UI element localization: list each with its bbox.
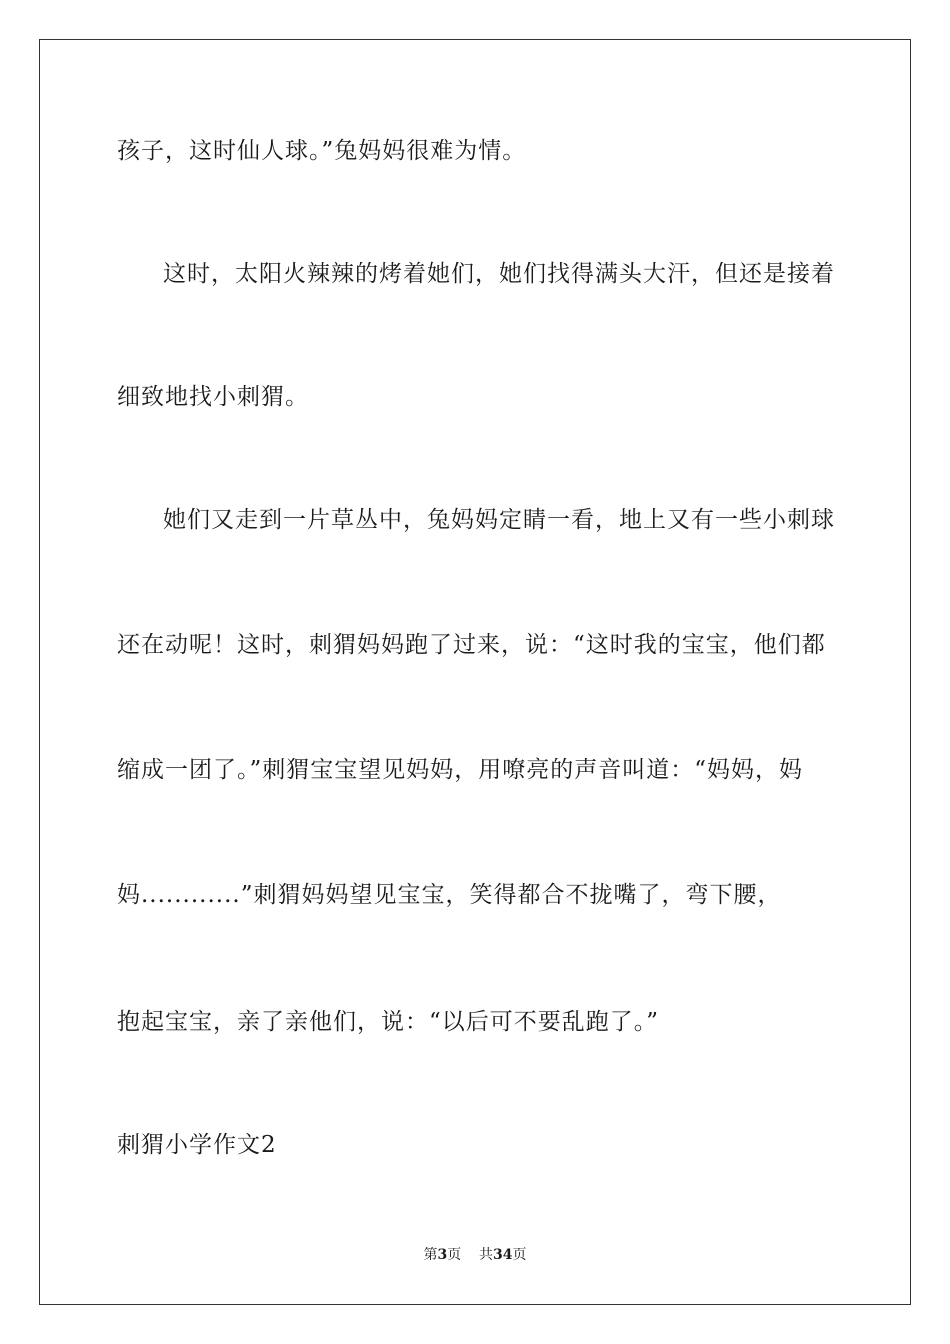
section-heading: 刺猬小学作文2 xyxy=(117,1132,277,1158)
footer-total-prefix: 共 xyxy=(479,1247,494,1263)
paragraph-line-3: 细致地找小刺猬。 xyxy=(117,384,309,410)
paragraph-line-6: 缩成一团了。”刺猬宝宝望见妈妈，用嘹亮的声音叫道：“妈妈，妈 xyxy=(117,757,804,783)
footer-page-number: 3 xyxy=(437,1247,448,1263)
page-border xyxy=(39,39,911,1305)
footer-prefix: 第 xyxy=(423,1247,438,1263)
footer-page-suffix: 页 xyxy=(447,1247,462,1263)
paragraph-line-7: 妈............”刺猬妈妈望见宝宝，笑得都合不拢嘴了，弯下腰， xyxy=(117,882,782,908)
footer-total-pages: 34 xyxy=(493,1247,513,1263)
paragraph-line-1: 孩子，这时仙人球。”兔妈妈很难为情。 xyxy=(117,138,527,164)
paragraph-line-5: 还在动呢！这时，刺猬妈妈跑了过来，说：“这时我的宝宝，他们都 xyxy=(117,632,826,658)
paragraph-line-8: 抱起宝宝，亲了亲他们，说：“以后可不要乱跑了。” xyxy=(117,1009,660,1035)
paragraph-line-2: 这时，太阳火辣辣的烤着她们，她们找得满头大汗，但还是接着 xyxy=(163,261,835,287)
paragraph-line-4: 她们又走到一片草丛中，兔妈妈定睛一看，地上又有一些小刺球 xyxy=(163,507,835,533)
footer-total-suffix: 页 xyxy=(512,1247,527,1263)
page-footer xyxy=(0,1246,950,1264)
